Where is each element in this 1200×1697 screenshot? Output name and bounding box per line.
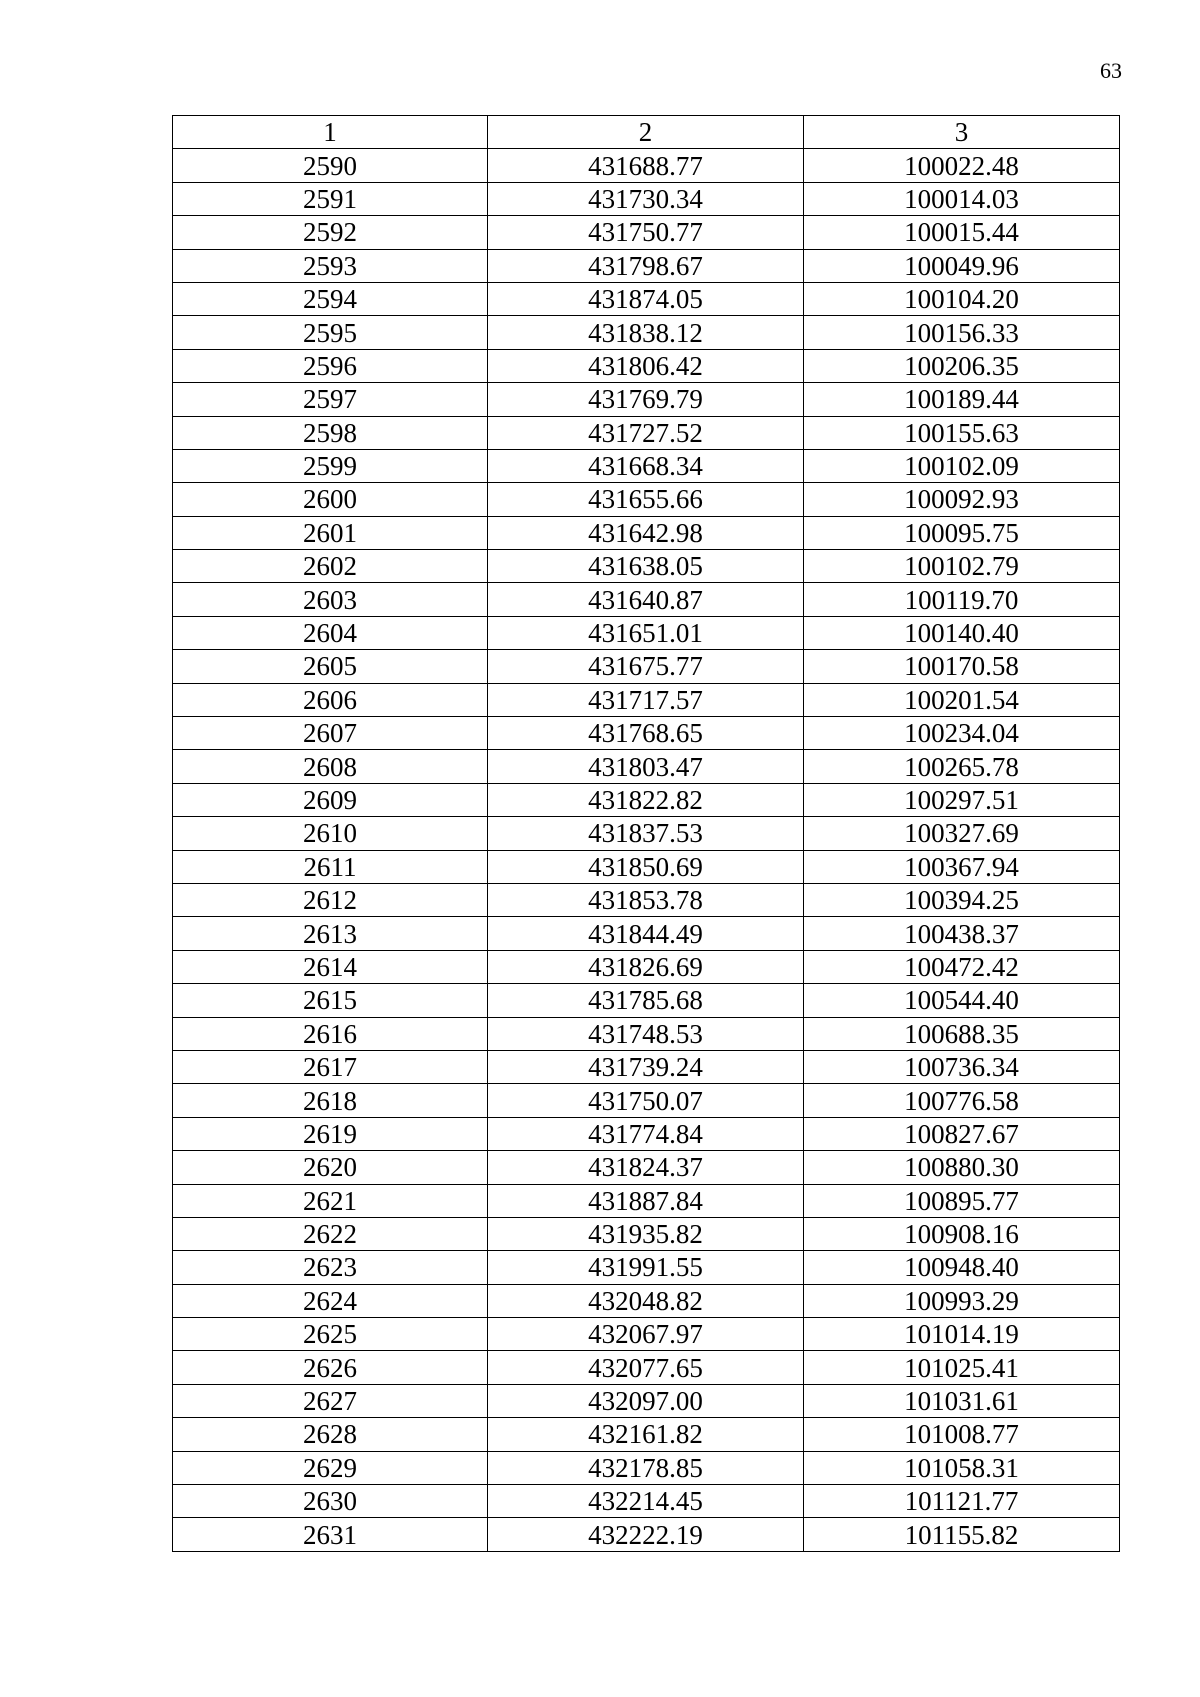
table-row bbox=[173, 1151, 1120, 1184]
table-cell: 2605 bbox=[173, 650, 488, 683]
table-cell: 100156.33 bbox=[804, 316, 1120, 349]
table-row bbox=[173, 750, 1120, 783]
table-row bbox=[173, 550, 1120, 583]
table-cell: 2619 bbox=[173, 1117, 488, 1150]
table-cell: 2625 bbox=[173, 1318, 488, 1351]
table-row bbox=[173, 1284, 1120, 1317]
table-cell: 2590 bbox=[173, 149, 488, 182]
table-cell: 431838.12 bbox=[488, 316, 804, 349]
table-cell: 431874.05 bbox=[488, 282, 804, 315]
table-cell: 431785.68 bbox=[488, 984, 804, 1017]
table-cell: 100472.42 bbox=[804, 950, 1120, 983]
table-cell: 432067.97 bbox=[488, 1318, 804, 1351]
table-cell: 101121.77 bbox=[804, 1485, 1120, 1518]
table-cell: 100827.67 bbox=[804, 1117, 1120, 1150]
table-row bbox=[173, 650, 1120, 683]
table-row bbox=[173, 316, 1120, 349]
table-cell: 431887.84 bbox=[488, 1184, 804, 1217]
table-cell: 431837.53 bbox=[488, 817, 804, 850]
table-cell: 100189.44 bbox=[804, 383, 1120, 416]
table-row bbox=[173, 1318, 1120, 1351]
table-row bbox=[173, 683, 1120, 716]
table-cell: 431750.07 bbox=[488, 1084, 804, 1117]
table-cell: 2592 bbox=[173, 216, 488, 249]
column-header-1: 1 bbox=[173, 116, 488, 149]
table-row bbox=[173, 349, 1120, 382]
table-cell: 2631 bbox=[173, 1518, 488, 1551]
table-row bbox=[173, 917, 1120, 950]
table-cell: 100776.58 bbox=[804, 1084, 1120, 1117]
table-cell: 431824.37 bbox=[488, 1151, 804, 1184]
table-cell: 431642.98 bbox=[488, 516, 804, 549]
table-cell: 100367.94 bbox=[804, 850, 1120, 883]
table-cell: 100102.09 bbox=[804, 449, 1120, 482]
table-row bbox=[173, 717, 1120, 750]
page-number: 63 bbox=[1100, 58, 1122, 83]
table-row bbox=[173, 1485, 1120, 1518]
table-cell: 100327.69 bbox=[804, 817, 1120, 850]
table-cell: 2606 bbox=[173, 683, 488, 716]
table-cell: 100095.75 bbox=[804, 516, 1120, 549]
table-cell: 431717.57 bbox=[488, 683, 804, 716]
table-row bbox=[173, 1418, 1120, 1451]
table-cell: 2593 bbox=[173, 249, 488, 282]
table-cell: 100092.93 bbox=[804, 483, 1120, 516]
table-row bbox=[173, 1351, 1120, 1384]
table-row bbox=[173, 1084, 1120, 1117]
table-cell: 2628 bbox=[173, 1418, 488, 1451]
table-cell: 431768.65 bbox=[488, 717, 804, 750]
table-cell: 2611 bbox=[173, 850, 488, 883]
table-cell: 432161.82 bbox=[488, 1418, 804, 1451]
table-cell: 431798.67 bbox=[488, 249, 804, 282]
table-cell: 2622 bbox=[173, 1217, 488, 1250]
table-cell: 2598 bbox=[173, 416, 488, 449]
table-cell: 2621 bbox=[173, 1184, 488, 1217]
table-cell: 2608 bbox=[173, 750, 488, 783]
table-cell: 2601 bbox=[173, 516, 488, 549]
table-cell: 101058.31 bbox=[804, 1451, 1120, 1484]
table-cell: 100234.04 bbox=[804, 717, 1120, 750]
table-row bbox=[173, 249, 1120, 282]
table-cell: 431640.87 bbox=[488, 583, 804, 616]
table-cell: 2617 bbox=[173, 1050, 488, 1083]
table-cell: 432214.45 bbox=[488, 1485, 804, 1518]
table-cell: 431651.01 bbox=[488, 616, 804, 649]
table-row bbox=[173, 516, 1120, 549]
table-cell: 431675.77 bbox=[488, 650, 804, 683]
table-cell: 2613 bbox=[173, 917, 488, 950]
table-row bbox=[173, 883, 1120, 916]
table-cell: 431638.05 bbox=[488, 550, 804, 583]
table-cell: 100297.51 bbox=[804, 783, 1120, 816]
table-row bbox=[173, 1050, 1120, 1083]
table-cell: 101008.77 bbox=[804, 1418, 1120, 1451]
table-cell: 100201.54 bbox=[804, 683, 1120, 716]
table-row bbox=[173, 1117, 1120, 1150]
table-cell: 431806.42 bbox=[488, 349, 804, 382]
table-cell: 101155.82 bbox=[804, 1518, 1120, 1551]
table-cell: 2600 bbox=[173, 483, 488, 516]
table-cell: 431730.34 bbox=[488, 182, 804, 215]
table-cell: 431774.84 bbox=[488, 1117, 804, 1150]
table-cell: 431844.49 bbox=[488, 917, 804, 950]
table-cell: 100140.40 bbox=[804, 616, 1120, 649]
table-cell: 101031.61 bbox=[804, 1384, 1120, 1417]
table-cell: 2603 bbox=[173, 583, 488, 616]
table-cell: 2607 bbox=[173, 717, 488, 750]
table-cell: 431769.79 bbox=[488, 383, 804, 416]
table-cell: 2604 bbox=[173, 616, 488, 649]
table-cell: 100948.40 bbox=[804, 1251, 1120, 1284]
table-row bbox=[173, 1217, 1120, 1250]
table-cell: 100908.16 bbox=[804, 1217, 1120, 1250]
table-cell: 100993.29 bbox=[804, 1284, 1120, 1317]
table-row bbox=[173, 1518, 1120, 1551]
table-cell: 2624 bbox=[173, 1284, 488, 1317]
table-cell: 431727.52 bbox=[488, 416, 804, 449]
table-cell: 100688.35 bbox=[804, 1017, 1120, 1050]
table-cell: 431688.77 bbox=[488, 149, 804, 182]
table-row bbox=[173, 282, 1120, 315]
table-cell: 431991.55 bbox=[488, 1251, 804, 1284]
table-cell: 100119.70 bbox=[804, 583, 1120, 616]
table-cell: 431739.24 bbox=[488, 1050, 804, 1083]
table-cell: 100544.40 bbox=[804, 984, 1120, 1017]
table-row bbox=[173, 383, 1120, 416]
table-cell: 100049.96 bbox=[804, 249, 1120, 282]
table-row bbox=[173, 1251, 1120, 1284]
table-row bbox=[173, 216, 1120, 249]
table-cell: 100265.78 bbox=[804, 750, 1120, 783]
table-cell: 431850.69 bbox=[488, 850, 804, 883]
table-row bbox=[173, 817, 1120, 850]
table-cell: 100438.37 bbox=[804, 917, 1120, 950]
table-cell: 432178.85 bbox=[488, 1451, 804, 1484]
table-cell: 100014.03 bbox=[804, 182, 1120, 215]
table-cell: 100880.30 bbox=[804, 1151, 1120, 1184]
table-cell: 2620 bbox=[173, 1151, 488, 1184]
table-cell: 2591 bbox=[173, 182, 488, 215]
table-row bbox=[173, 783, 1120, 816]
table-row bbox=[173, 583, 1120, 616]
table-row bbox=[173, 850, 1120, 883]
table-cell: 2594 bbox=[173, 282, 488, 315]
table-cell: 2618 bbox=[173, 1084, 488, 1117]
table-cell: 432077.65 bbox=[488, 1351, 804, 1384]
table-cell: 432048.82 bbox=[488, 1284, 804, 1317]
table-cell: 2596 bbox=[173, 349, 488, 382]
table-row bbox=[173, 182, 1120, 215]
table-row bbox=[173, 1184, 1120, 1217]
column-header-3: 3 bbox=[804, 116, 1120, 149]
table-cell: 100394.25 bbox=[804, 883, 1120, 916]
table-cell: 2614 bbox=[173, 950, 488, 983]
table-body bbox=[173, 149, 1120, 1551]
table-row bbox=[173, 984, 1120, 1017]
table-cell: 101014.19 bbox=[804, 1318, 1120, 1351]
coordinates-table bbox=[172, 115, 1120, 1552]
table-cell: 100104.20 bbox=[804, 282, 1120, 315]
table-row bbox=[173, 149, 1120, 182]
table-header-row bbox=[173, 116, 1120, 149]
column-header-2: 2 bbox=[488, 116, 804, 149]
table-cell: 100022.48 bbox=[804, 149, 1120, 182]
table-cell: 432097.00 bbox=[488, 1384, 804, 1417]
table-row bbox=[173, 416, 1120, 449]
table-cell: 100102.79 bbox=[804, 550, 1120, 583]
table-cell: 100015.44 bbox=[804, 216, 1120, 249]
table-cell: 2597 bbox=[173, 383, 488, 416]
table-cell: 431822.82 bbox=[488, 783, 804, 816]
table-cell: 2602 bbox=[173, 550, 488, 583]
table-cell: 2615 bbox=[173, 984, 488, 1017]
table-cell: 100170.58 bbox=[804, 650, 1120, 683]
table-row bbox=[173, 1451, 1120, 1484]
table-cell: 431853.78 bbox=[488, 883, 804, 916]
table-cell: 100206.35 bbox=[804, 349, 1120, 382]
table-cell: 100155.63 bbox=[804, 416, 1120, 449]
table-cell: 100736.34 bbox=[804, 1050, 1120, 1083]
table-row bbox=[173, 1384, 1120, 1417]
table-cell: 2595 bbox=[173, 316, 488, 349]
table-cell: 431750.77 bbox=[488, 216, 804, 249]
table-row bbox=[173, 1017, 1120, 1050]
table-cell: 2629 bbox=[173, 1451, 488, 1484]
table-cell: 431803.47 bbox=[488, 750, 804, 783]
table-cell: 431668.34 bbox=[488, 449, 804, 482]
table-row bbox=[173, 616, 1120, 649]
table-cell: 2609 bbox=[173, 783, 488, 816]
table-cell: 2630 bbox=[173, 1485, 488, 1518]
table-cell: 431748.53 bbox=[488, 1017, 804, 1050]
table-cell: 2626 bbox=[173, 1351, 488, 1384]
table-cell: 2610 bbox=[173, 817, 488, 850]
table-cell: 431826.69 bbox=[488, 950, 804, 983]
table-row bbox=[173, 449, 1120, 482]
table-cell: 2612 bbox=[173, 883, 488, 916]
table-cell: 2616 bbox=[173, 1017, 488, 1050]
table-cell: 100895.77 bbox=[804, 1184, 1120, 1217]
table-cell: 2599 bbox=[173, 449, 488, 482]
table-cell: 432222.19 bbox=[488, 1518, 804, 1551]
table-cell: 431935.82 bbox=[488, 1217, 804, 1250]
table-cell: 2627 bbox=[173, 1384, 488, 1417]
table-cell: 101025.41 bbox=[804, 1351, 1120, 1384]
table-cell: 431655.66 bbox=[488, 483, 804, 516]
table-row bbox=[173, 950, 1120, 983]
table-row bbox=[173, 483, 1120, 516]
table-cell: 2623 bbox=[173, 1251, 488, 1284]
